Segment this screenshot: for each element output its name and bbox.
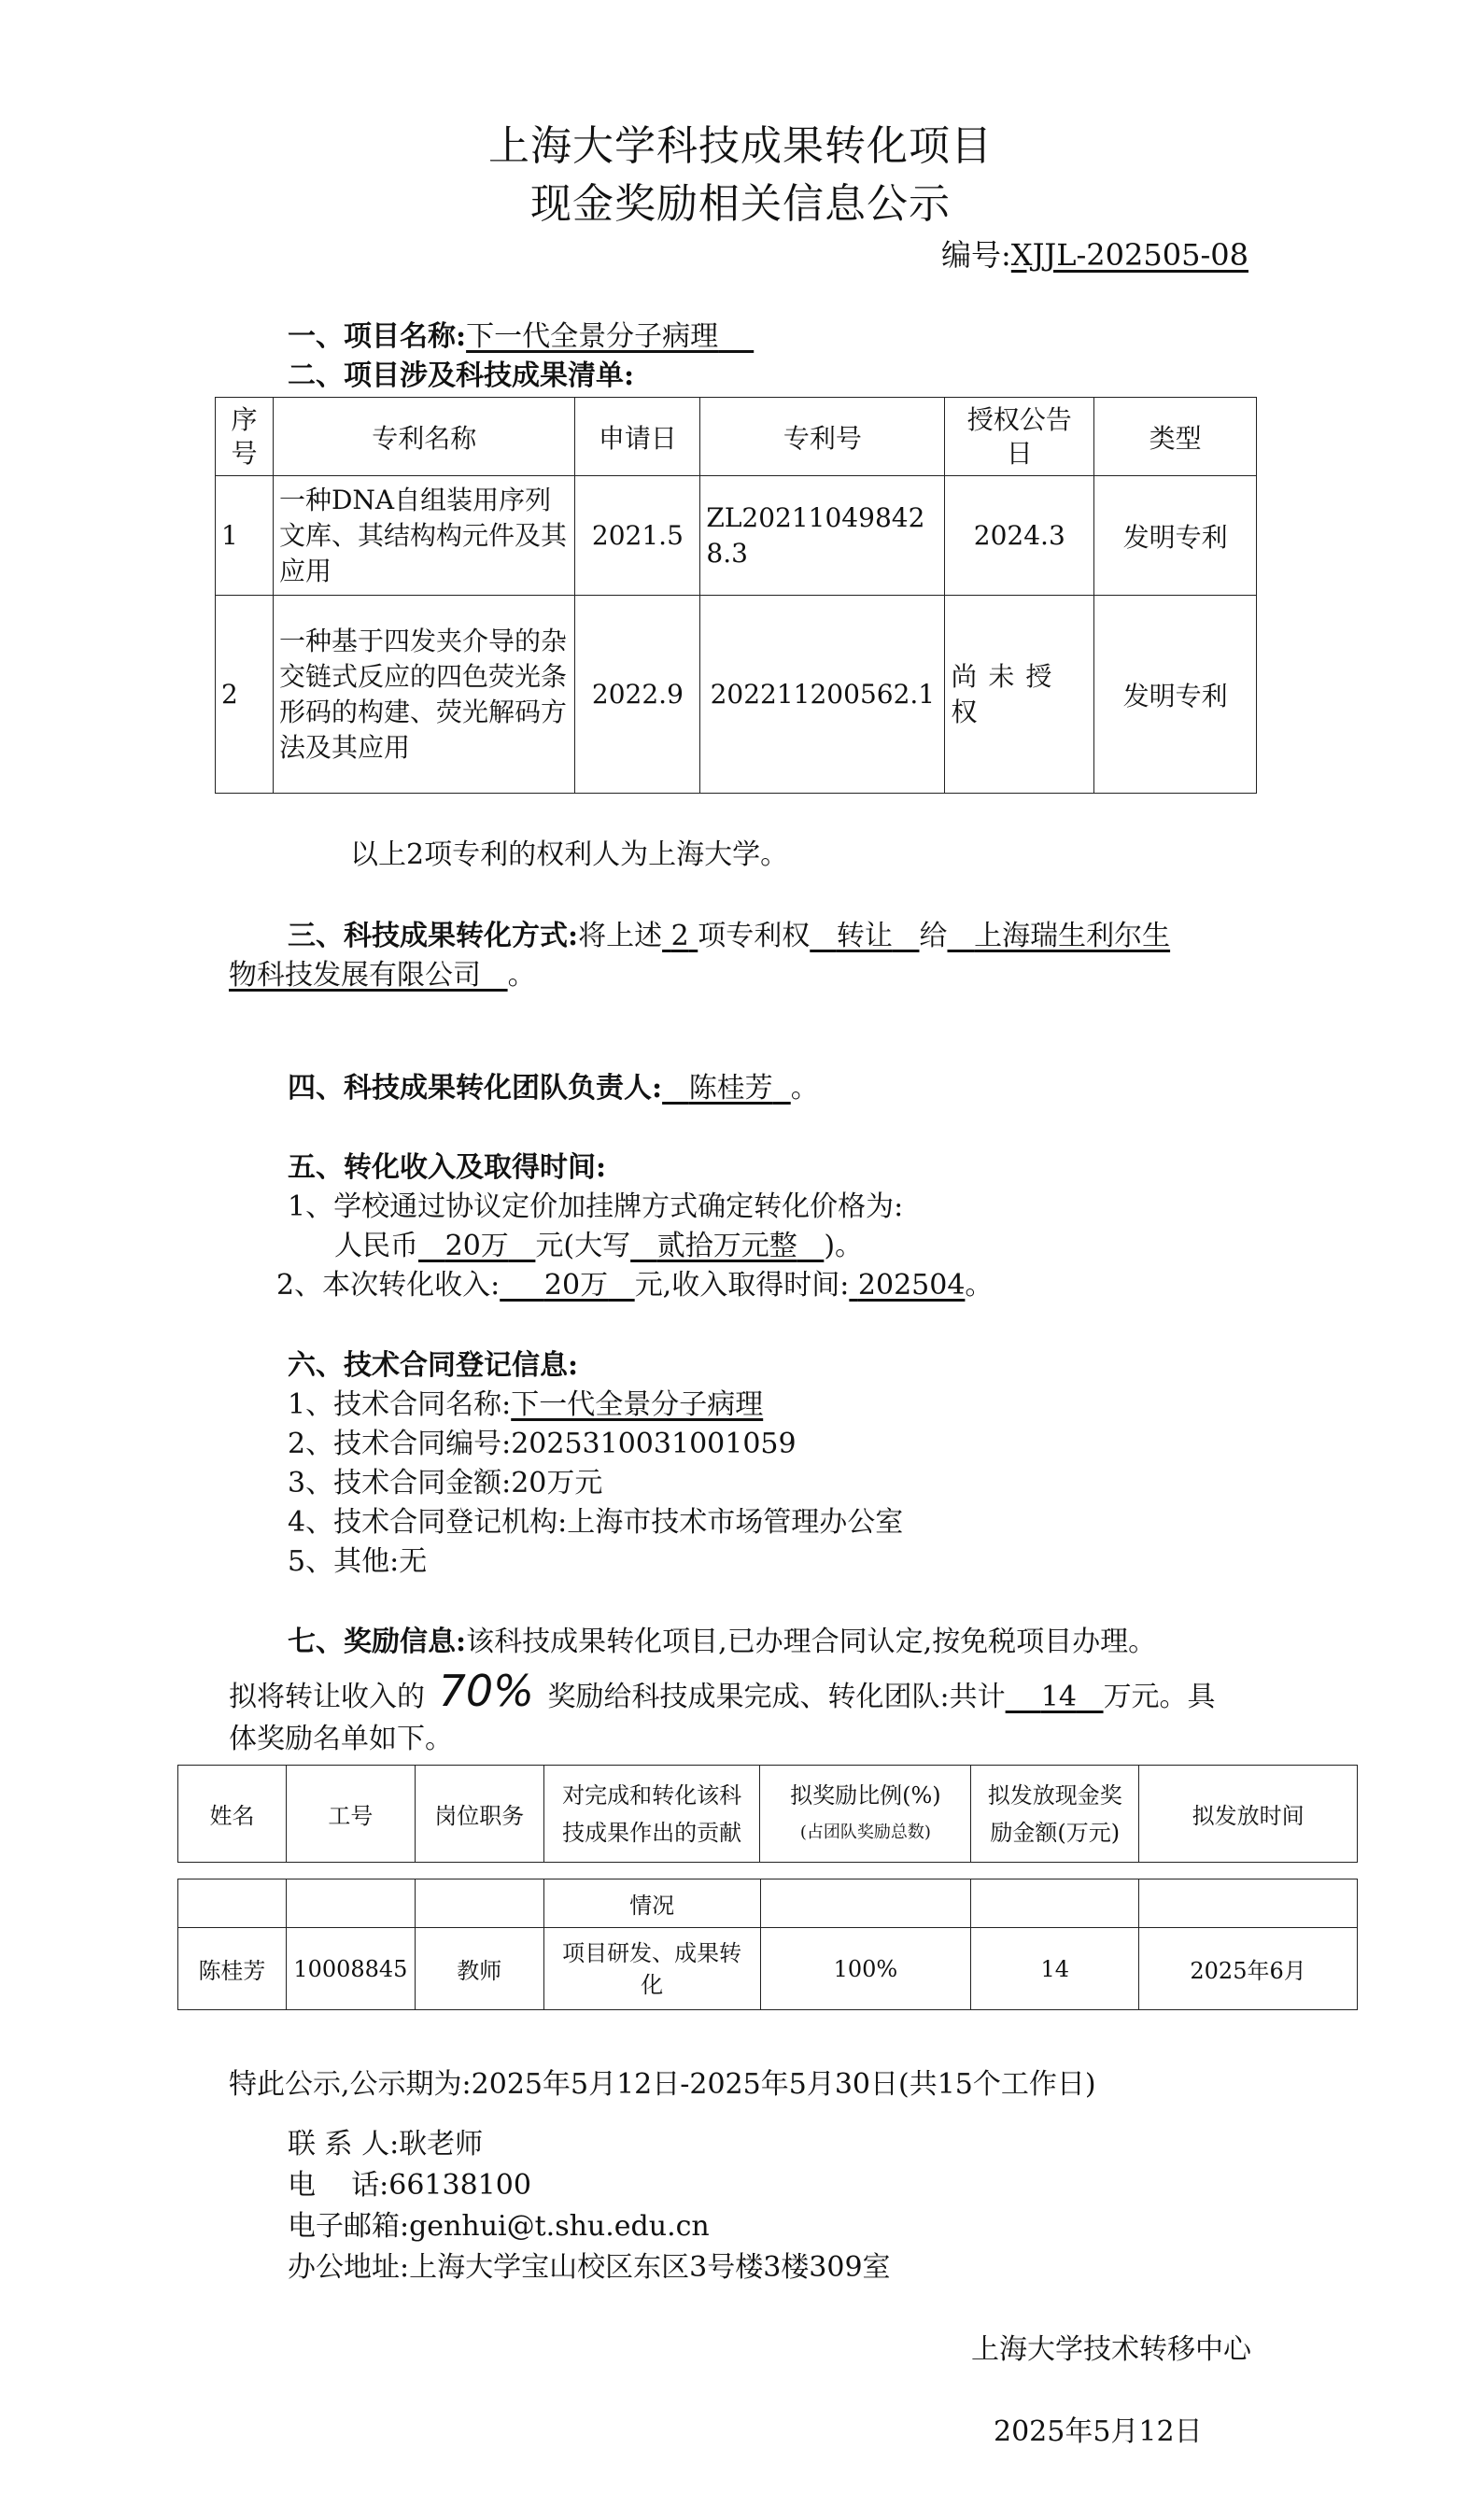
award-percent: 70% xyxy=(438,1666,534,1716)
text: 人民币 xyxy=(334,1230,418,1262)
transfer-mode-line2 xyxy=(229,956,536,995)
contact-email: 电子邮箱:genhui@t.shu.edu.cn xyxy=(288,2210,710,2243)
header-staff-id: 工号 xyxy=(286,1766,415,1863)
row-name: 陈桂芳 xyxy=(178,1928,287,2010)
serial-value: XJJL-202505-08 xyxy=(1010,237,1248,273)
contract-no-label: 2、技术合同编号: xyxy=(288,1428,512,1460)
text: 给 xyxy=(919,920,948,952)
award-list-intro: 体奖励名单如下。 xyxy=(229,1723,453,1755)
rmb-upper: 贰拾万元整 xyxy=(656,1230,797,1262)
issue-date: 2025年5月12日 xyxy=(994,2415,1203,2448)
text: 万元。具 xyxy=(1103,1681,1216,1713)
award-total: 14 xyxy=(1040,1681,1077,1713)
patent-table-header xyxy=(216,398,1257,476)
header-type: 类型 xyxy=(1094,398,1257,476)
row-type: 发明专利 xyxy=(1094,476,1257,596)
team-leader-value: 陈桂芳 xyxy=(688,1072,773,1105)
row-type: 发明专利 xyxy=(1094,596,1257,794)
row-patent-name: 一种基于四发夹介导的杂交链式反应的四色荧光条形码的构建、荧光解码方法及其应用 xyxy=(273,596,574,794)
income-item1: 1、学校通过协议定价加挂牌方式确定转化价格为: xyxy=(288,1190,904,1223)
award-info-label: 七、奖励信息: xyxy=(288,1626,467,1658)
contact-address: 办公地址:上海大学宝山校区东区3号楼3楼309室 xyxy=(288,2251,891,2284)
header-ratio: 拟奖励比例(%) (占团队奖励总数) xyxy=(760,1766,971,1863)
text: 拟将转让收入的 xyxy=(229,1681,425,1713)
header-apply-date: 申请日 xyxy=(575,398,700,476)
row-contribution: 项目研发、成果转 化 xyxy=(543,1928,760,2010)
text: 该科技成果转化项目,已办理合同认定,按免税项目办理。 xyxy=(466,1626,1157,1658)
table-row xyxy=(178,1928,1358,2010)
text: )。 xyxy=(824,1230,864,1262)
transferee-part1: 上海瑞生利尔生 xyxy=(974,920,1171,952)
header-post: 岗位职务 xyxy=(415,1766,543,1863)
row-staff-id: 10008845 xyxy=(286,1928,415,2010)
row-issue-time: 2025年6月 xyxy=(1139,1928,1358,2010)
row-apply-date: 2022.9 xyxy=(575,596,700,794)
header-issue-time: 拟发放时间 xyxy=(1139,1766,1358,1863)
award-ratio-line xyxy=(229,1666,1216,1717)
transfer-mode-label: 三、科技成果转化方式: xyxy=(288,920,579,952)
header-amount: 拟发放现金奖 励金额(万元) xyxy=(971,1766,1139,1863)
serial-label: 编号: xyxy=(941,237,1011,273)
header-name: 姓名 xyxy=(178,1766,287,1863)
header-contribution-cont: 情况 xyxy=(543,1879,760,1928)
row-grant-date: 尚未授权 xyxy=(945,596,1094,794)
award-info-line xyxy=(288,1623,1156,1662)
row-patent-no: 202211200562.1 xyxy=(700,596,945,794)
income-time: 202504 xyxy=(857,1269,966,1302)
award-table xyxy=(177,1879,1358,2010)
contract-name-value: 下一代全景分子病理 xyxy=(511,1388,764,1421)
row-patent-no: ZL202110498428.3 xyxy=(700,476,945,596)
row-ratio: 100% xyxy=(760,1928,971,2010)
text: 将上述 xyxy=(578,920,663,952)
text: 。 xyxy=(507,959,536,992)
income-rmb-line xyxy=(334,1227,863,1266)
header-grant-date: 授权公告日 xyxy=(945,398,1094,476)
patent-table xyxy=(215,397,1257,794)
row-amount: 14 xyxy=(971,1928,1139,2010)
text: 元,收入取得时间: xyxy=(634,1269,850,1302)
contact-person: 联 系 人:耿老师 xyxy=(288,2128,484,2161)
header-patent-name: 专利名称 xyxy=(273,398,574,476)
contract-other: 5、其他:无 xyxy=(288,1545,428,1578)
text: 。 xyxy=(790,1072,819,1105)
rmb-amount: 20万 xyxy=(444,1230,509,1262)
contract-name-line xyxy=(288,1386,763,1425)
team-leader-label: 四、科技成果转化团队负责人: xyxy=(288,1072,663,1105)
text: 。 xyxy=(965,1269,994,1302)
contract-amount: 3、技术合同金额:20万元 xyxy=(288,1467,603,1499)
project-name-value: 下一代全景分子病理 xyxy=(466,320,719,353)
table-row xyxy=(216,596,1257,794)
contract-org: 4、技术合同登记机构:上海市技术市场管理办公室 xyxy=(288,1506,904,1539)
text: 奖励给科技成果完成、转化团队:共计 xyxy=(547,1681,1006,1713)
achievement-list-label: 二、项目涉及科技成果清单: xyxy=(288,359,635,392)
income-item2 xyxy=(276,1266,993,1305)
table-row xyxy=(216,476,1257,596)
contract-no-line xyxy=(288,1425,797,1464)
income-amount: 20万 xyxy=(543,1269,609,1302)
award-table-header-cont xyxy=(178,1879,1358,1928)
contract-name-label: 1、技术合同名称: xyxy=(288,1388,512,1421)
transfer-mode-line xyxy=(288,917,1170,956)
row-no: 1 xyxy=(216,476,274,596)
row-no: 2 xyxy=(216,596,274,794)
text: 元(大写 xyxy=(535,1230,631,1262)
income-label: 五、转化收入及取得时间: xyxy=(288,1151,607,1184)
header-patent-no: 专利号 xyxy=(700,398,945,476)
contract-label: 六、技术合同登记信息: xyxy=(288,1349,579,1382)
row-grant-date: 2024.3 xyxy=(945,476,1094,596)
row-apply-date: 2021.5 xyxy=(575,476,700,596)
row-post: 教师 xyxy=(415,1928,543,2010)
owner-note: 以上2项专利的权利人为上海大学。 xyxy=(350,838,789,871)
contact-phone: 电 话:66138100 xyxy=(288,2169,531,2202)
transfer-mode: 转让 xyxy=(836,920,893,952)
project-name-line xyxy=(288,317,754,357)
notice-period: 特此公示,公示期为:2025年5月12日-2025年5月30日(共15个工作日) xyxy=(229,2068,1096,2101)
header-no: 序号 xyxy=(216,398,274,476)
text: 项专利权 xyxy=(698,920,811,952)
page-title: 上海大学科技成果转化项目 xyxy=(488,122,993,170)
project-name-label: 一、项目名称: xyxy=(288,320,467,353)
header-contribution: 对完成和转化该科 技成果作出的贡献 xyxy=(543,1766,760,1863)
patent-count: 2 xyxy=(670,920,689,952)
row-patent-name: 一种DNA自组装用序列文库、其结构构元件及其应用 xyxy=(273,476,574,596)
serial-number xyxy=(941,232,1248,275)
issuing-organization: 上海大学技术转移中心 xyxy=(971,2333,1251,2366)
transferee-part2: 物科技发展有限公司 xyxy=(229,959,481,992)
page-subtitle: 现金奖励相关信息公示 xyxy=(530,180,951,228)
text: 2、本次转化收入: xyxy=(276,1269,501,1302)
team-leader-line xyxy=(288,1069,819,1108)
award-table-header xyxy=(177,1765,1358,1863)
contract-no-value: 2025310031001059 xyxy=(511,1428,797,1460)
